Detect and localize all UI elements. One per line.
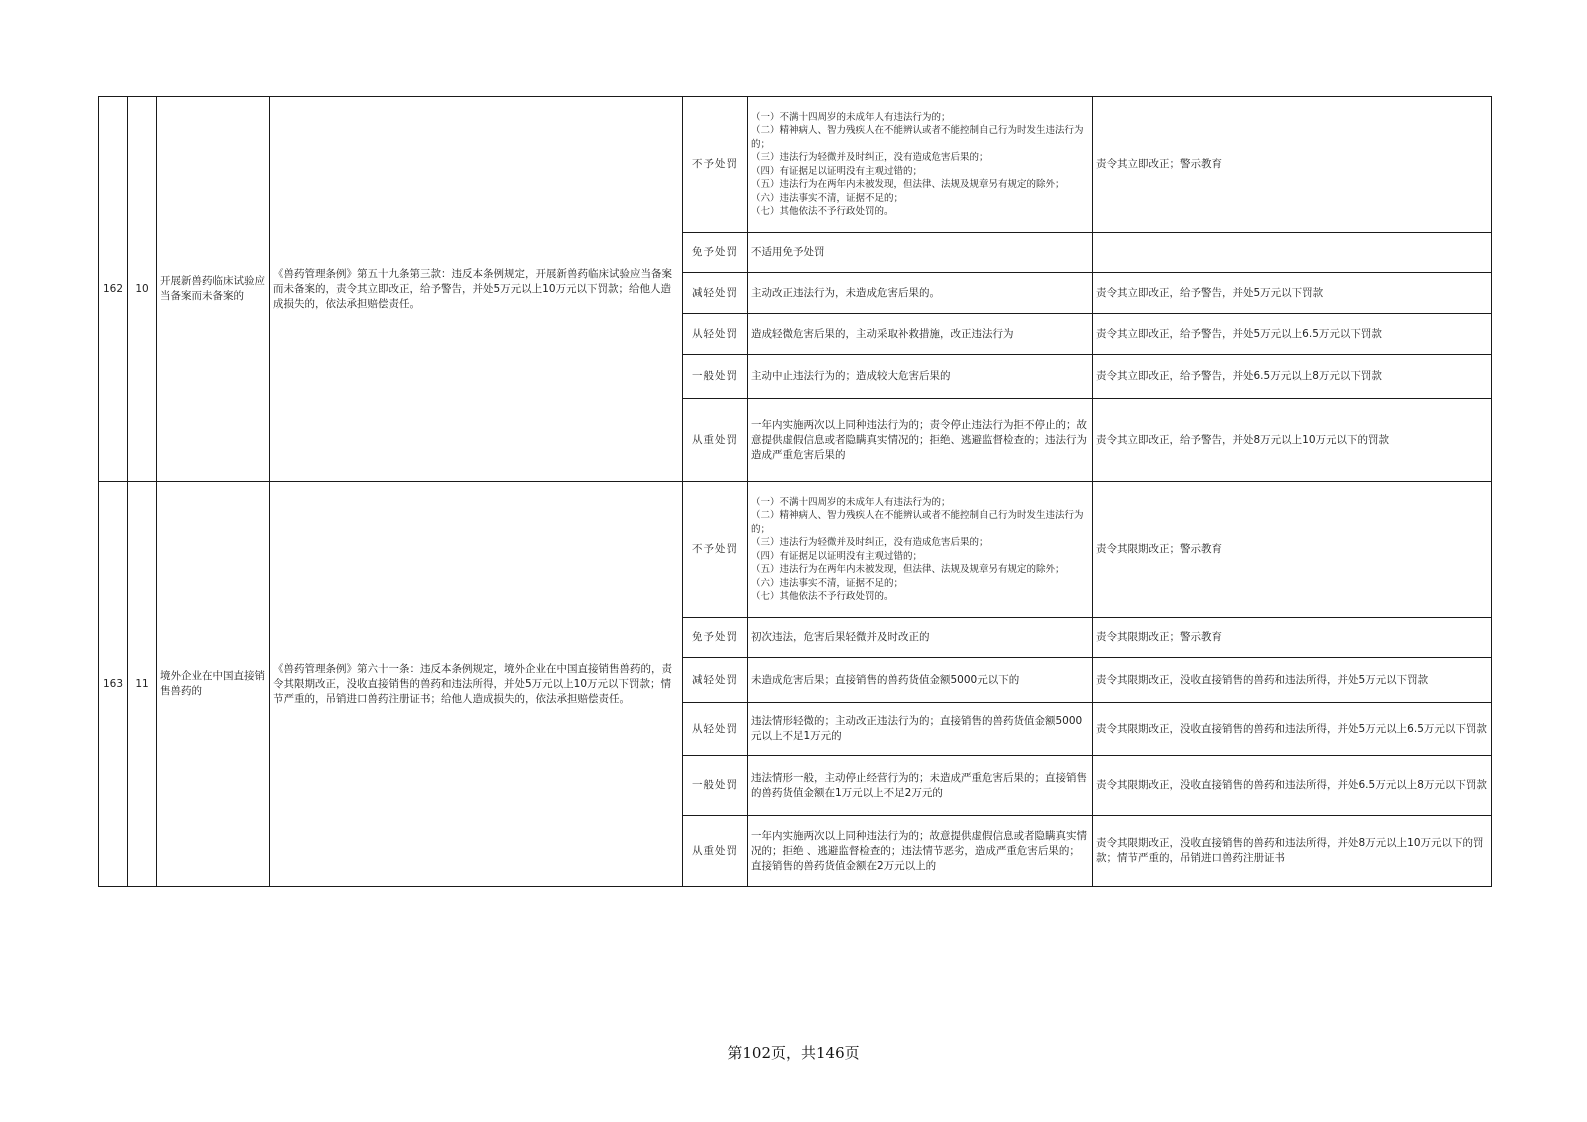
penalty-condition: 主动改正违法行为，未造成危害后果的。 xyxy=(748,273,1093,314)
item-number: 163 xyxy=(99,482,128,887)
penalty-condition xyxy=(748,482,1093,618)
penalty-standard: 责令其立即改正，给予警告，并处6.5万元以上8万元以下罚款 xyxy=(1093,355,1492,399)
condition-line: （三）违法行为轻微并及时纠正，没有造成危害后果的； xyxy=(751,537,989,548)
penalty-standard: 责令其限期改正，没收直接销售的兽药和违法所得，并处5万元以上6.5万元以下罚款 xyxy=(1093,703,1492,756)
penalty-type: 减轻处罚 xyxy=(683,658,748,703)
penalty-type: 免予处罚 xyxy=(683,233,748,273)
item-number: 162 xyxy=(99,97,128,482)
condition-line: （五）违法行为在两年内未被发现，但法律、法规及规章另有规定的除外； xyxy=(751,179,1065,190)
condition-line: （四）有证据足以证明没有主观过错的； xyxy=(751,165,923,177)
page-number-footer: 第102页，共146页 xyxy=(727,1044,860,1062)
penalty-condition: 主动中止违法行为的；造成较大危害后果的 xyxy=(748,355,1093,399)
condition-line: （六）违法事实不清，证据不足的； xyxy=(751,192,904,204)
legal-basis: 《兽药管理条例》第六十一条：违反本条例规定，境外企业在中国直接销售兽药的，责令其限期改正，没收直接销售的兽药和违法所得，并处5万元以上10万元以下罚款；情节严重的，吊销进口兽药注册证书；给他人造成损失的，依法承担赔偿责任。 xyxy=(270,482,683,887)
penalty-standard xyxy=(1093,233,1492,273)
penalty-type: 从轻处罚 xyxy=(683,703,748,756)
condition-line: （七）其他依法不予行政处罚的。 xyxy=(751,206,894,217)
penalty-condition: 不适用免予处罚 xyxy=(748,233,1093,273)
penalty-condition: 造成轻微危害后果的，主动采取补救措施，改正违法行为 xyxy=(748,314,1093,355)
penalty-standard: 责令其立即改正，给予警告，并处5万元以下罚款 xyxy=(1093,273,1492,314)
penalty-condition: 未造成危害后果；直接销售的兽药货值金额5000元以下的 xyxy=(748,658,1093,703)
penalty-standard: 责令其限期改正；警示教育 xyxy=(1093,482,1492,618)
penalty-type: 从重处罚 xyxy=(683,399,748,482)
penalty-type: 免予处罚 xyxy=(683,618,748,658)
penalty-standard: 责令其立即改正，给予警告，并处5万元以上6.5万元以下罚款 xyxy=(1093,314,1492,355)
penalty-standards-table xyxy=(98,96,1492,887)
condition-line: （一）不满十四周岁的未成年人有违法行为的； xyxy=(751,496,951,508)
penalty-type: 一般处罚 xyxy=(683,756,748,816)
condition-line: （六）违法事实不清，证据不足的； xyxy=(751,577,904,589)
penalty-standard: 责令其立即改正，给予警告，并处8万元以上10万元以下的罚款 xyxy=(1093,399,1492,482)
penalty-condition xyxy=(748,97,1093,233)
penalty-standard: 责令其限期改正，没收直接销售的兽药和违法所得，并处6.5万元以上8万元以下罚款 xyxy=(1093,756,1492,816)
penalty-type: 一般处罚 xyxy=(683,355,748,399)
violation-behavior: 开展新兽药临床试验应当备案而未备案的 xyxy=(157,97,270,482)
table-row xyxy=(99,482,1492,618)
sub-number: 11 xyxy=(128,482,157,887)
penalty-type: 不予处罚 xyxy=(683,97,748,233)
penalty-type: 从重处罚 xyxy=(683,816,748,887)
penalty-condition: 初次违法，危害后果轻微并及时改正的 xyxy=(748,618,1093,658)
condition-line: （一）不满十四周岁的未成年人有违法行为的； xyxy=(751,111,951,123)
condition-line: （二）精神病人、智力残疾人在不能辨认或者不能控制自己行为时发生违法行为的； xyxy=(751,125,1084,150)
penalty-standard: 责令其限期改正，没收直接销售的兽药和违法所得，并处5万元以下罚款 xyxy=(1093,658,1492,703)
condition-line: （二）精神病人、智力残疾人在不能辨认或者不能控制自己行为时发生违法行为的； xyxy=(751,510,1084,535)
penalty-standard: 责令其立即改正；警示教育 xyxy=(1093,97,1492,233)
penalty-condition: 一年内实施两次以上同种违法行为的；责令停止违法行为拒不停止的；故意提供虚假信息或者隐瞒真实情况的；拒绝、逃避监督检查的；违法行为造成严重危害后果的 xyxy=(748,399,1093,482)
condition-line: （七）其他依法不予行政处罚的。 xyxy=(751,591,894,602)
penalty-condition: 违法情形一般，主动停止经营行为的；未造成严重危害后果的；直接销售的兽药货值金额在1万元以上不足2万元的 xyxy=(748,756,1093,816)
condition-line: （四）有证据足以证明没有主观过错的； xyxy=(751,550,923,562)
legal-basis: 《兽药管理条例》第五十九条第三款：违反本条例规定，开展新兽药临床试验应当备案而未备案的，责令其立即改正，给予警告，并处5万元以上10万元以下罚款；给他人造成损失的，依法承担赔偿责任。 xyxy=(270,97,683,482)
penalty-condition: 一年内实施两次以上同种违法行为的；故意提供虚假信息或者隐瞒真实情况的；拒绝 、逃避监督检查的；违法情节恶劣，造成严重危害后果的；直接销售的兽药货值金额在2万元以上的 xyxy=(748,816,1093,887)
penalty-standard: 责令其限期改正，没收直接销售的兽药和违法所得，并处8万元以上10万元以下的罚款；情节严重的，吊销进口兽药注册证书 xyxy=(1093,816,1492,887)
penalty-type: 从轻处罚 xyxy=(683,314,748,355)
penalty-condition: 违法情形轻微的；主动改正违法行为的；直接销售的兽药货值金额5000元以上不足1万元的 xyxy=(748,703,1093,756)
condition-line: （五）违法行为在两年内未被发现，但法律、法规及规章另有规定的除外； xyxy=(751,564,1065,575)
sub-number: 10 xyxy=(128,97,157,482)
penalty-standard: 责令其限期改正；警示教育 xyxy=(1093,618,1492,658)
condition-line: （三）违法行为轻微并及时纠正，没有造成危害后果的； xyxy=(751,152,989,163)
penalty-type: 不予处罚 xyxy=(683,482,748,618)
table-row xyxy=(99,97,1492,233)
penalty-type: 减轻处罚 xyxy=(683,273,748,314)
violation-behavior: 境外企业在中国直接销售兽药的 xyxy=(157,482,270,887)
